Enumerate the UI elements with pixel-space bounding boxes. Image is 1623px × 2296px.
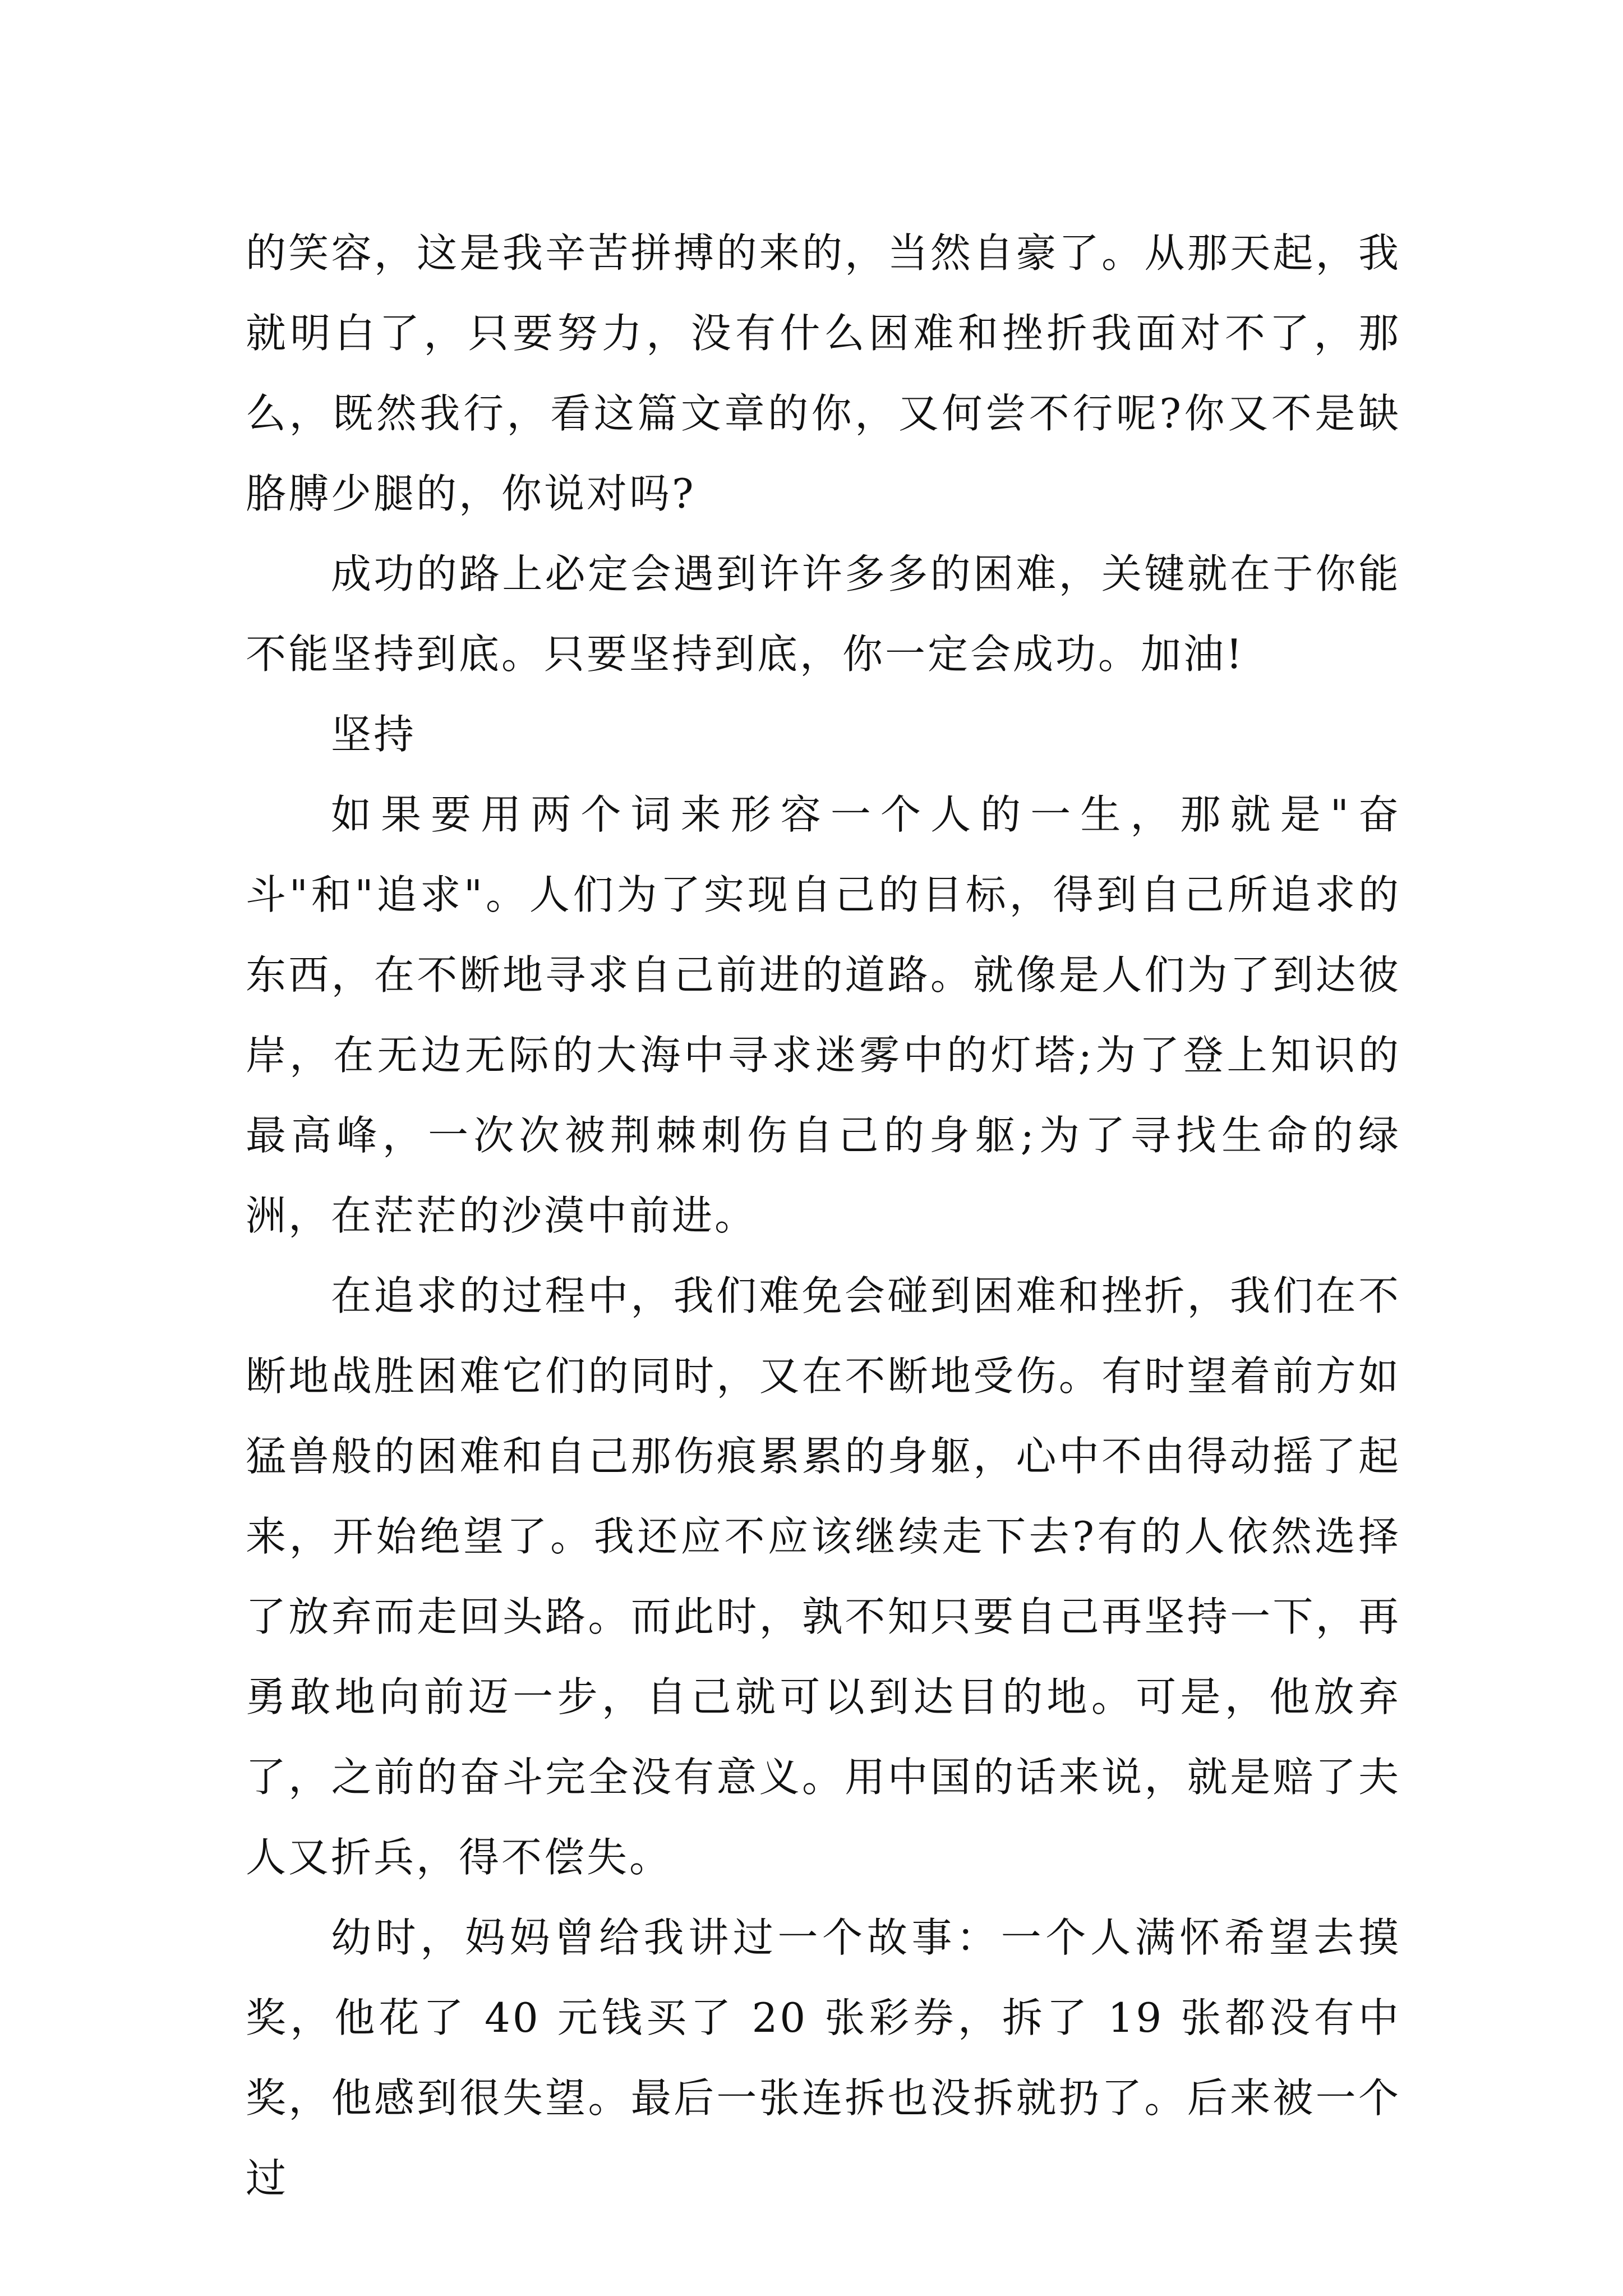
- paragraph-1: 的笑容，这是我辛苦拼搏的来的，当然自豪了。从那天起，我就明白了，只要努力，没有什么困难和挫折我面对不了，那么，既然我行，看这篇文章的你，又何尝不行呢?你又不是缺胳膊少腿的，你说对吗?: [246, 229, 1401, 517]
- paragraph-2: 成功的路上必定会遇到许许多多的困难，关键就在于你能不能坚持到底。只要坚持到底，你一定会成功。加油!: [246, 550, 1401, 678]
- section-heading: 坚持: [331, 711, 417, 758]
- paragraph-4: 在追求的过程中，我们难免会碰到困难和挫折，我们在不断地战胜困难它们的同时，又在不断地受伤。有时望着前方如猛兽般的困难和自己那伤痕累累的身躯，心中不由得动摇了起来，开始绝望了。我还应不应该继续走下去?有的人依然选择了放弃而走回头路。而此时，孰不知只要自己再坚持一下，再勇敢地向前迈一步，自己就可以到达目的地。可是，他放弃了，之前的奋斗完全没有意义。用中国的话来说，就是赔了夫人又折兵，得不偿失。: [246, 1272, 1401, 1881]
- paragraph-3: 如果要用两个词来形容一个人的一生，那就是"奋斗"和"追求"。人们为了实现自己的目标，得到自己所追求的东西，在不断地寻求自己前进的道路。就像是人们为了到达彼岸，在无边无际的大海中寻求迷雾中的灯塔;为了登上知识的最高峰，一次次被荆棘刺伤自己的身躯;为了寻找生命的绿洲，在茫茫的沙漠中前进。: [246, 791, 1401, 1239]
- paragraph-5: 幼时，妈妈曾给我讲过一个故事：一个人满怀希望去摸奖，他花了 40 元钱买了 20 张彩券，拆了 19 张都没有中奖，他感到很失望。最后一张连拆也没拆就扔了。后来被一个过: [246, 1914, 1401, 2202]
- body-text: [246, 213, 1401, 2219]
